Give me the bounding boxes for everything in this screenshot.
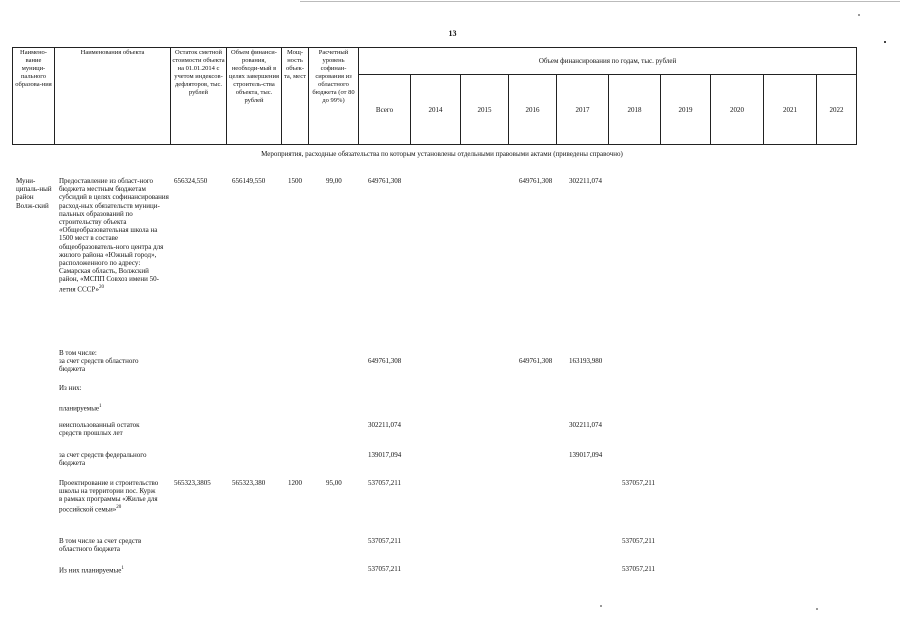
row5-2017: 302211,074: [569, 421, 602, 429]
scan-speck: [816, 608, 818, 610]
header-year-2018: 2018: [609, 75, 661, 145]
row5-total: 302211,074: [368, 421, 401, 429]
row7-2018: 537057,211: [622, 479, 655, 487]
row-regional-budget-2-text: В том числе за счет средств областного бюджета: [59, 537, 142, 554]
row1-2017: 302211,074: [569, 177, 602, 185]
row1-cofinancing-level: 99,00: [326, 177, 342, 185]
row1-2016: 649761,308: [519, 177, 553, 185]
header-year-2014: 2014: [411, 75, 461, 145]
header-year-2016: 2016: [509, 75, 557, 145]
row8-2018: 537057,211: [622, 537, 655, 545]
row-planned-text: планируемые$^1$: [59, 404, 102, 413]
row2-2016: 649761,308: [519, 357, 553, 365]
header-capacity: Мощ-ность объек-та, мест: [282, 48, 309, 145]
scan-speck: [858, 14, 860, 16]
row-including-label: В том числе:: [59, 349, 97, 357]
row-kurzh-school-text: Проектирование и строительство школы на территории пос. Курж в рамках программы «Жилье для российской семьи»$^{20}$: [59, 479, 159, 513]
header-year-2022: 2022: [817, 75, 857, 145]
scan-edge-line: [300, 1, 900, 2]
row-planned-2-text: Из них планируемые$^1$: [59, 566, 124, 575]
row-regional-budget-text: за счет средств областного бюджета: [59, 357, 139, 374]
row-unused-balance-text: неиспользованный остаток средств прошлых лет: [59, 421, 140, 438]
row-of-them-label: Из них:: [59, 384, 82, 392]
header-year-2021: 2021: [764, 75, 817, 145]
row7-total: 537057,211: [368, 479, 401, 487]
row1-capacity: 1500: [288, 177, 302, 185]
header-municipality: Наимено-вание муници-пального образова-ния: [13, 48, 55, 145]
row1-total: 649761,308: [368, 177, 402, 185]
row7-cofinancing-level: 95,00: [326, 479, 342, 487]
row7-funding-volume: 565323,380: [232, 479, 266, 487]
header-year-2020: 2020: [711, 75, 764, 145]
header-year-total: Всего: [359, 75, 411, 145]
row2-2017: 163193,980: [569, 357, 603, 365]
row1-remaining-cost: 656324,550: [174, 177, 208, 185]
row1-funding-volume: 656149,550: [232, 177, 266, 185]
row9-total: 537057,211: [368, 565, 401, 573]
header-table: [12, 47, 857, 145]
scan-speck: [600, 605, 602, 607]
row7-capacity: 1200: [288, 479, 302, 487]
header-year-2019: 2019: [661, 75, 711, 145]
row-school-1500-text: Предоставление из област-ного бюджета местным бюджетам субсидий в целях софинансирования расход-ных обязательств муници-пальных образований по строительству объекта «Общеобразовательная школа на 1500 мест в составе общеобразователь-ного центра для жилого района «Южный город», расположенного по адресу: Самарская область, Волжский район, «МСПП Совхоз имени 50-летия СССР»$^{20}$: [59, 177, 169, 293]
header-cofinancing-level: Расчетный уровень софинан-сирования из областного бюджета (от 80 до 99%): [309, 48, 359, 145]
page-number: 13: [448, 29, 457, 38]
header-funding-by-year: Объем финансирования по годам, тыс. рублей: [359, 48, 857, 75]
header-funding-volume: Объем финанси-рования, необходи-мый в целях завершения строитель-ства объекта, тыс. рублей: [227, 48, 282, 145]
row8-total: 537057,211: [368, 537, 401, 545]
municipality-name: Муни-ципаль-ный район Волж-ский: [16, 177, 52, 210]
section-title: Мероприятия, расходные обязательства по которым установлены отдельными правовыми актами (приведены справочно): [261, 150, 623, 158]
header-remaining-cost: Остаток сметной стоимости объекта на 01.01.2014 с учетом индексов-дефляторов, тыс. рублей: [171, 48, 227, 145]
row9-2018: 537057,211: [622, 565, 655, 573]
row6-2017: 139017,094: [569, 451, 603, 459]
row-federal-budget-text: за счет средств федерального бюджета: [59, 451, 147, 468]
header-year-2017: 2017: [557, 75, 609, 145]
row2-total: 649761,308: [368, 357, 402, 365]
header-year-2015: 2015: [461, 75, 509, 145]
scan-speck: [884, 41, 886, 43]
row6-total: 139017,094: [368, 451, 402, 459]
row7-remaining-cost: 565323,3805: [174, 479, 211, 487]
header-object: Наименования объекта: [55, 48, 171, 145]
